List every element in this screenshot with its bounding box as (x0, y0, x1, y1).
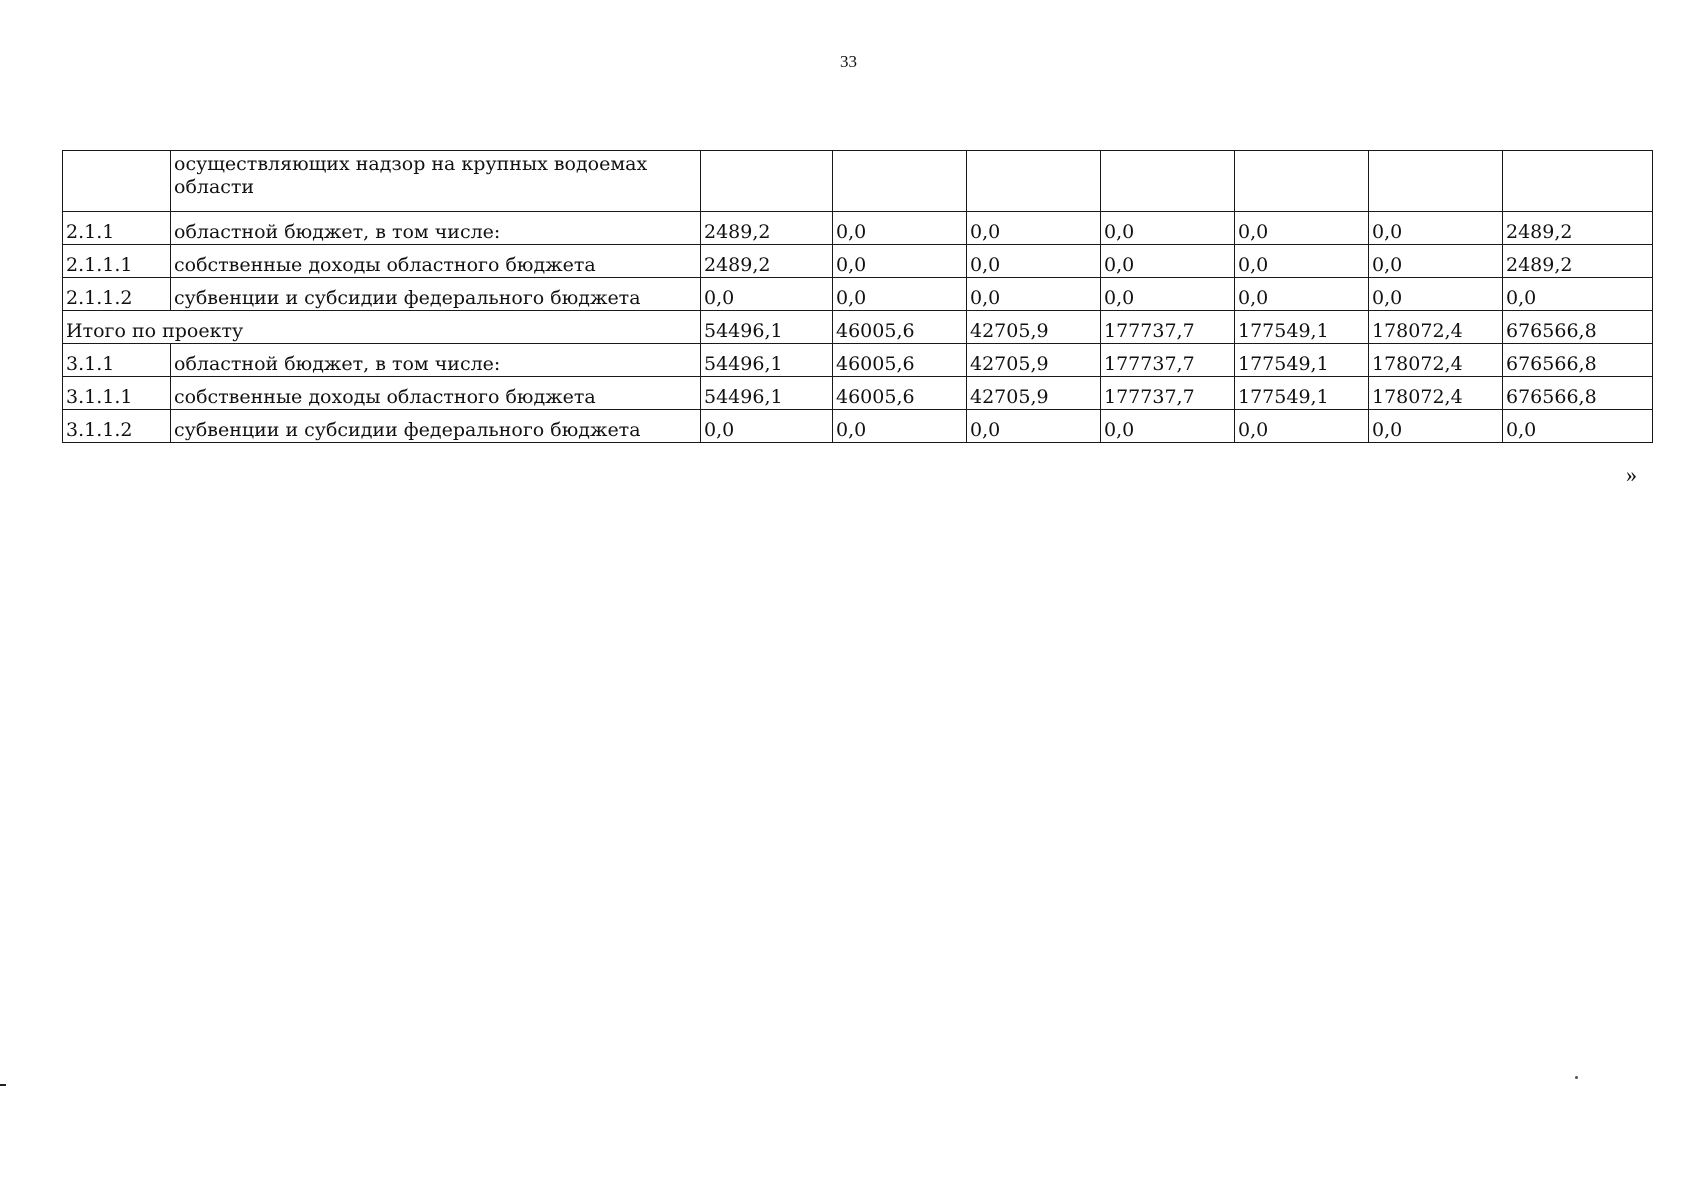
cell-value-1: 54496,1 (701, 377, 833, 410)
cell-value-5 (1235, 151, 1369, 212)
cell-value-6: 0,0 (1369, 278, 1503, 311)
cell-value-total: 0,0 (1503, 410, 1653, 443)
table-row (63, 410, 1653, 443)
row-description: областной бюджет, в том числе: (171, 344, 701, 377)
cell-value-6: 0,0 (1369, 212, 1503, 245)
cell-value-total (1503, 151, 1653, 212)
cell-value-2: 0,0 (833, 278, 967, 311)
row-description: собственные доходы областного бюджета (171, 245, 701, 278)
closing-quote-mark: » (1626, 462, 1637, 487)
cell-value-total: 0,0 (1503, 278, 1653, 311)
cell-value-2: 46005,6 (833, 311, 967, 344)
cell-value-5: 177549,1 (1235, 377, 1369, 410)
table-row-continuation (63, 151, 1653, 212)
cell-value-6: 0,0 (1369, 410, 1503, 443)
cell-value-3: 0,0 (967, 278, 1101, 311)
cell-value-total: 676566,8 (1503, 344, 1653, 377)
row-code (63, 151, 171, 212)
cell-value-5: 0,0 (1235, 278, 1369, 311)
cell-value-2: 0,0 (833, 410, 967, 443)
cell-value-5: 0,0 (1235, 245, 1369, 278)
cell-value-6: 178072,4 (1369, 377, 1503, 410)
row-description: собственные доходы областного бюджета (171, 377, 701, 410)
total-label: Итого по проекту (63, 311, 701, 344)
cell-value-6 (1369, 151, 1503, 212)
row-description: субвенции и субсидии федерального бюджета (171, 278, 701, 311)
cell-value-total: 676566,8 (1503, 311, 1653, 344)
cell-value-4: 177737,7 (1101, 344, 1235, 377)
cell-value-1: 0,0 (701, 278, 833, 311)
cell-value-6: 178072,4 (1369, 311, 1503, 344)
row-code: 3.1.1 (63, 344, 171, 377)
row-code: 2.1.1 (63, 212, 171, 245)
row-code: 3.1.1.2 (63, 410, 171, 443)
cell-value-2: 46005,6 (833, 377, 967, 410)
cell-value-5: 0,0 (1235, 410, 1369, 443)
cell-value-3: 42705,9 (967, 377, 1101, 410)
cell-value-1: 54496,1 (701, 344, 833, 377)
budget-table (62, 150, 1653, 443)
cell-value-3: 0,0 (967, 410, 1101, 443)
page-number: 33 (840, 52, 857, 71)
cell-value-4 (1101, 151, 1235, 212)
cell-value-4: 0,0 (1101, 212, 1235, 245)
cell-value-2: 46005,6 (833, 344, 967, 377)
table-row-total (63, 311, 1653, 344)
scan-margin-mark (0, 1084, 6, 1086)
table-row (63, 377, 1653, 410)
row-code: 3.1.1.1 (63, 377, 171, 410)
cell-value-1 (701, 151, 833, 212)
row-description: областной бюджет, в том числе: (171, 212, 701, 245)
cell-value-1: 2489,2 (701, 245, 833, 278)
table-row (63, 278, 1653, 311)
cell-value-3: 0,0 (967, 212, 1101, 245)
cell-value-6: 178072,4 (1369, 344, 1503, 377)
cell-value-3: 42705,9 (967, 344, 1101, 377)
cell-value-1: 0,0 (701, 410, 833, 443)
cell-value-4: 177737,7 (1101, 377, 1235, 410)
cell-value-1: 2489,2 (701, 212, 833, 245)
row-code: 2.1.1.2 (63, 278, 171, 311)
cell-value-5: 177549,1 (1235, 344, 1369, 377)
cell-value-4: 0,0 (1101, 245, 1235, 278)
cell-value-3 (967, 151, 1101, 212)
cell-value-5: 177549,1 (1235, 311, 1369, 344)
cell-value-total: 2489,2 (1503, 245, 1653, 278)
cell-value-2 (833, 151, 967, 212)
cell-value-4: 177737,7 (1101, 311, 1235, 344)
table-row (63, 245, 1653, 278)
row-description: осуществляющих надзор на крупных водоемах области (171, 151, 701, 212)
cell-value-total: 676566,8 (1503, 377, 1653, 410)
table-row (63, 344, 1653, 377)
cell-value-4: 0,0 (1101, 410, 1235, 443)
cell-value-total: 2489,2 (1503, 212, 1653, 245)
scan-speck (1575, 1076, 1578, 1079)
cell-value-3: 0,0 (967, 245, 1101, 278)
cell-value-2: 0,0 (833, 245, 967, 278)
row-code: 2.1.1.1 (63, 245, 171, 278)
cell-value-4: 0,0 (1101, 278, 1235, 311)
cell-value-6: 0,0 (1369, 245, 1503, 278)
table-row (63, 212, 1653, 245)
cell-value-5: 0,0 (1235, 212, 1369, 245)
cell-value-2: 0,0 (833, 212, 967, 245)
row-description: субвенции и субсидии федерального бюджета (171, 410, 701, 443)
cell-value-3: 42705,9 (967, 311, 1101, 344)
cell-value-1: 54496,1 (701, 311, 833, 344)
